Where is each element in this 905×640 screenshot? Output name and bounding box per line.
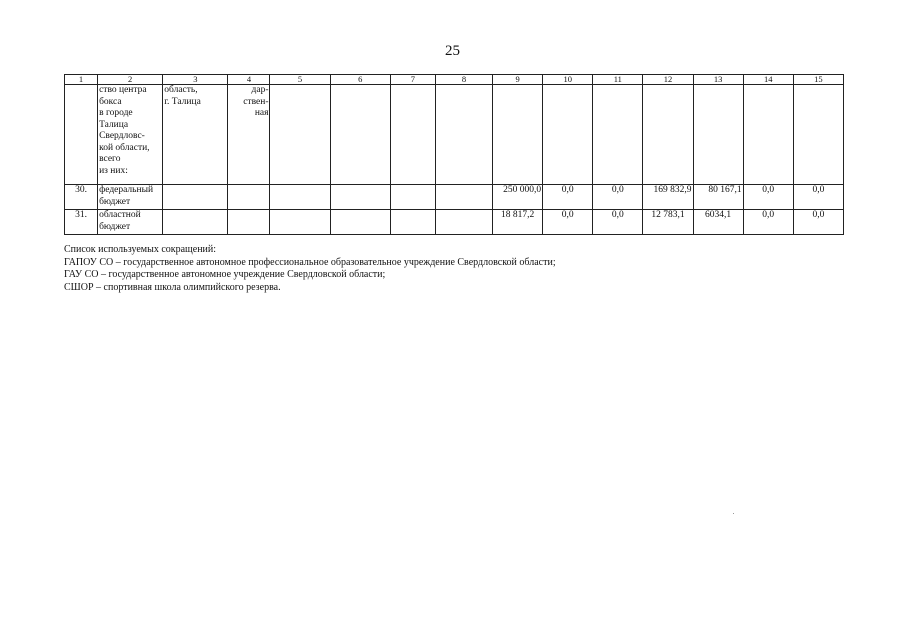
value-cell: 80 167,1 [693, 185, 743, 210]
table-cell [743, 85, 793, 185]
header-cell: 10 [543, 75, 593, 85]
cell-line: федеральный [99, 185, 154, 195]
header-cell: 12 [643, 75, 693, 85]
scan-speck [733, 513, 734, 514]
value-cell: 18 817,2 [493, 210, 543, 235]
table-cell [643, 85, 693, 185]
abbreviation-item: ГАУ СО – государственное автономное учреждение Свердловской области; [64, 269, 386, 280]
table-cell [390, 185, 435, 210]
cell-line: всего [99, 154, 121, 164]
table-cell [163, 210, 228, 235]
value-cell: 0,0 [593, 210, 643, 235]
value-cell: 169 832,9 [643, 185, 693, 210]
page-number: 25 [445, 43, 460, 59]
table-cell [270, 85, 330, 185]
table-cell [330, 185, 390, 210]
budget-table [64, 74, 844, 235]
cell-line: кой области, [99, 142, 150, 153]
cell-line: бокса [99, 96, 122, 107]
table-cell [390, 210, 435, 235]
value-cell: 0,0 [743, 185, 793, 210]
value-cell: 250 000,0 [493, 185, 543, 210]
cell-line: ная [254, 108, 269, 118]
table-cell [435, 85, 492, 185]
value-cell: 0,0 [793, 185, 843, 210]
ownership-cell [228, 85, 270, 185]
table-cell [270, 210, 330, 235]
header-cell: 3 [163, 75, 228, 85]
header-cell: 1 [65, 75, 98, 85]
abbreviations-title: Список используемых сокращений: [64, 244, 217, 255]
cell-line: областной [99, 210, 141, 220]
header-cell: 5 [270, 75, 330, 85]
cell-line: в городе [99, 108, 133, 118]
table-row [65, 210, 844, 235]
cell-line: г. Талица [164, 96, 201, 107]
value-cell: 0,0 [593, 185, 643, 210]
table-row [65, 185, 844, 210]
location-cell [163, 85, 228, 185]
abbreviations-list [64, 244, 556, 294]
header-cell: 2 [98, 75, 163, 85]
budget-source-cell [98, 210, 163, 235]
table-cell [330, 210, 390, 235]
value-cell: 0,0 [543, 210, 593, 235]
cell-line: бюджет [99, 196, 131, 207]
cell-line: ство центра [99, 85, 147, 95]
cell-line: ствен- [243, 96, 269, 107]
table-cell [330, 85, 390, 185]
table-row [65, 85, 844, 185]
table-cell [163, 185, 228, 210]
table-cell [270, 185, 330, 210]
value-cell: 0,0 [743, 210, 793, 235]
table-cell [228, 210, 270, 235]
cell-line: Свердловс- [99, 131, 145, 141]
table-cell [435, 210, 492, 235]
abbreviation-item: СШОР – спортивная школа олимпийского резерва. [64, 281, 281, 293]
object-name-cell [98, 85, 163, 185]
cell-line: из них: [99, 165, 128, 176]
value-cell: 6034,1 [693, 210, 743, 235]
cell-line: область, [164, 85, 198, 95]
table-cell [65, 85, 98, 185]
cell-line: дар- [251, 85, 269, 95]
table-cell [228, 185, 270, 210]
value-cell: 12 783,1 [643, 210, 693, 235]
value-cell: 0,0 [793, 210, 843, 235]
header-cell: 6 [330, 75, 390, 85]
header-cell: 8 [435, 75, 492, 85]
row-number-cell: 31. [65, 210, 98, 235]
cell-line: бюджет [99, 221, 131, 232]
header-cell: 15 [793, 75, 843, 85]
header-cell: 9 [493, 75, 543, 85]
header-cell: 4 [228, 75, 270, 85]
table-cell [693, 85, 743, 185]
table-cell [793, 85, 843, 185]
value-cell: 0,0 [543, 185, 593, 210]
cell-line: Талица [99, 119, 129, 130]
header-cell: 7 [390, 75, 435, 85]
table-cell [493, 85, 543, 185]
budget-source-cell [98, 185, 163, 210]
table-cell [435, 185, 492, 210]
header-cell: 13 [693, 75, 743, 85]
table-cell [593, 85, 643, 185]
header-row [65, 75, 844, 85]
table-cell [543, 85, 593, 185]
header-cell: 14 [743, 75, 793, 85]
table-cell [390, 85, 435, 185]
header-cell: 11 [593, 75, 643, 85]
row-number-cell: 30. [65, 185, 98, 210]
abbreviation-item: ГАПОУ СО – государственное автономное профессиональное образовательное учреждение Свердловской области; [64, 256, 556, 268]
